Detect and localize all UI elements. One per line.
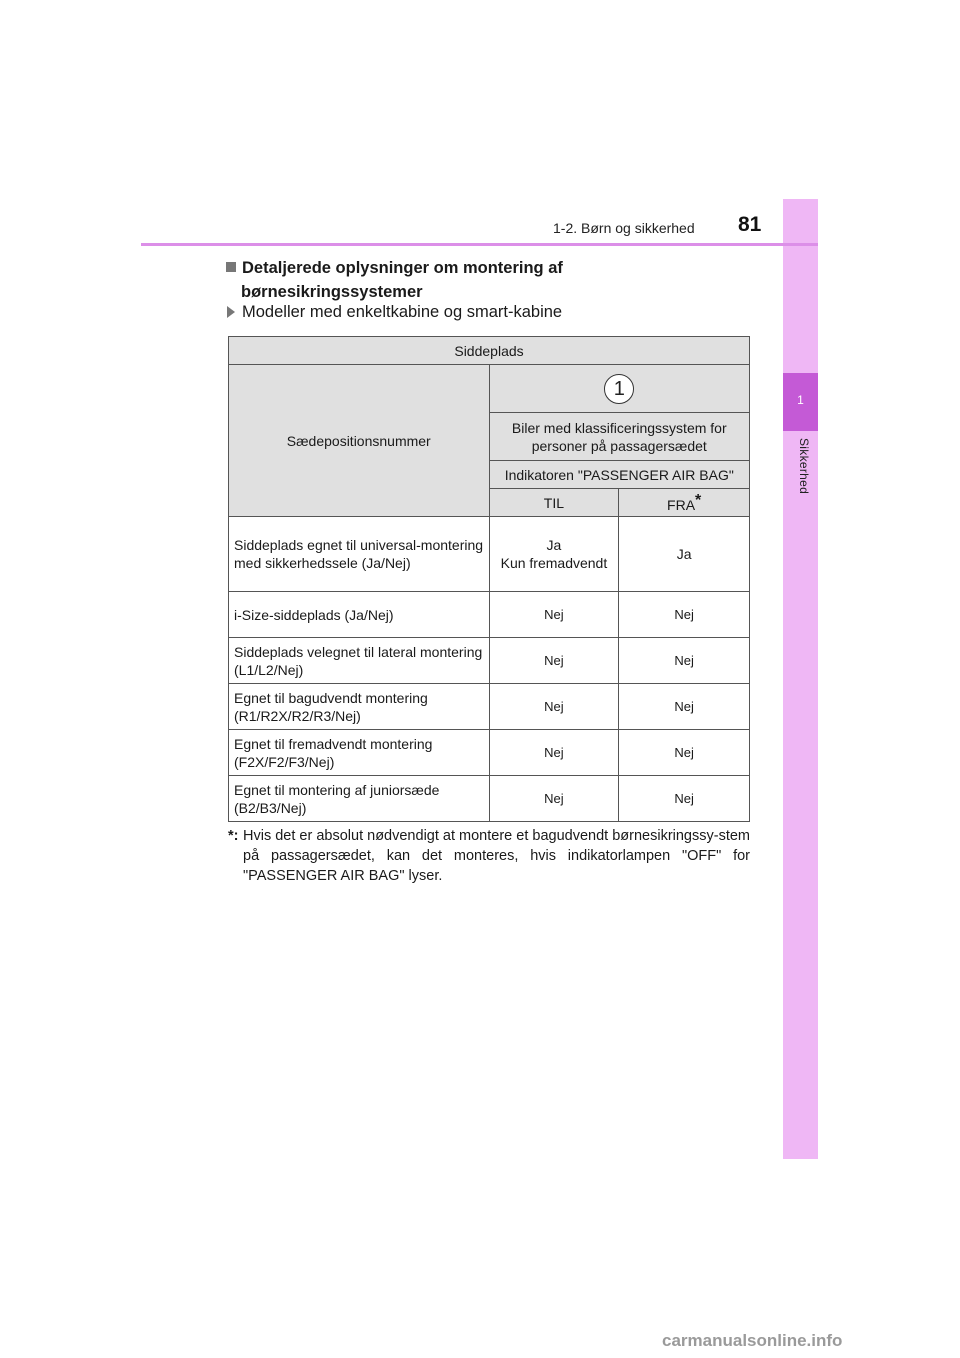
- subheading-text: Modeller med enkeltkabine og smart-kabine: [242, 303, 563, 321]
- section-heading: [226, 256, 563, 304]
- table-row: [229, 776, 750, 822]
- row-label: Siddeplads velegnet til lateral montering (L1/L2/Nej): [229, 638, 490, 684]
- row-label: Siddeplads egnet til universal-montering med sikkerhedssele (Ja/Nej): [229, 517, 490, 592]
- footnote: [228, 826, 750, 886]
- classification-header: Biler med klassificeringssystem for personer på passagersædet: [489, 413, 749, 461]
- table-top-header: Siddeplads: [229, 337, 750, 365]
- footnote-star: *: [695, 492, 702, 509]
- col-fra-label: FRA: [667, 497, 696, 513]
- row-label: Egnet til montering af juniorsæde (B2/B3/Nej): [229, 776, 490, 822]
- footnote-mark: *:: [228, 828, 239, 844]
- triangle-bullet-icon: [227, 306, 235, 318]
- row-label: Egnet til fremadvendt montering (F2X/F2/F3/Nej): [229, 730, 490, 776]
- row-til-value: Nej: [489, 684, 619, 730]
- table-row: [229, 592, 750, 638]
- heading-line-2: børnesikringssystemer: [241, 283, 423, 301]
- row-fra-value: Nej: [619, 638, 750, 684]
- row-fra-value: Nej: [619, 730, 750, 776]
- seat-position-label: Sædepositionsnummer: [229, 365, 490, 517]
- row-til-value: Nej: [489, 638, 619, 684]
- seat-installation-table: [228, 336, 750, 822]
- chapter-label: Sikkerhed: [797, 438, 811, 495]
- table-row: [229, 684, 750, 730]
- section-title: 1-2. Børn og sikkerhed: [553, 220, 695, 236]
- heading-line-1: Detaljerede oplysninger om montering af: [242, 259, 563, 277]
- footnote-text: Hvis det er absolut nødvendigt at montere et bagudvendt børnesikringssy-stem på passagersædet, kan det monteres, hvis indikatorlampen "OFF" for "PASSENGER AIR BAG" lyser.: [243, 828, 750, 884]
- square-bullet-icon: [226, 262, 236, 272]
- row-label: i-Size-siddeplads (Ja/Nej): [229, 592, 490, 638]
- chapter-side-tab: [783, 199, 818, 1159]
- row-fra-value: Nej: [619, 592, 750, 638]
- chapter-number: 1: [797, 393, 804, 407]
- row-til-value: Ja Kun fremadvendt: [489, 517, 619, 592]
- seat-number-circle: 1: [604, 374, 634, 404]
- col-til-header: TIL: [489, 489, 619, 517]
- table-row: [229, 638, 750, 684]
- row-til-value: Nej: [489, 776, 619, 822]
- row-til-value: Nej: [489, 730, 619, 776]
- seat-number-cell: [489, 365, 749, 413]
- header-divider: [141, 243, 818, 246]
- model-subheading: [226, 303, 562, 322]
- page-number: 81: [738, 213, 762, 236]
- row-fra-value: Ja: [619, 517, 750, 592]
- row-fra-value: Nej: [619, 684, 750, 730]
- row-til-value: Nej: [489, 592, 619, 638]
- table-row: [229, 517, 750, 592]
- table-row: [229, 730, 750, 776]
- row-fra-value: Nej: [619, 776, 750, 822]
- row-label: Egnet til bagudvendt montering (R1/R2X/R2/R3/Nej): [229, 684, 490, 730]
- indicator-header: Indikatoren "PASSENGER AIR BAG": [489, 461, 749, 489]
- site-watermark: carmanualsonline.info: [662, 1331, 843, 1350]
- col-fra-header: [619, 489, 750, 517]
